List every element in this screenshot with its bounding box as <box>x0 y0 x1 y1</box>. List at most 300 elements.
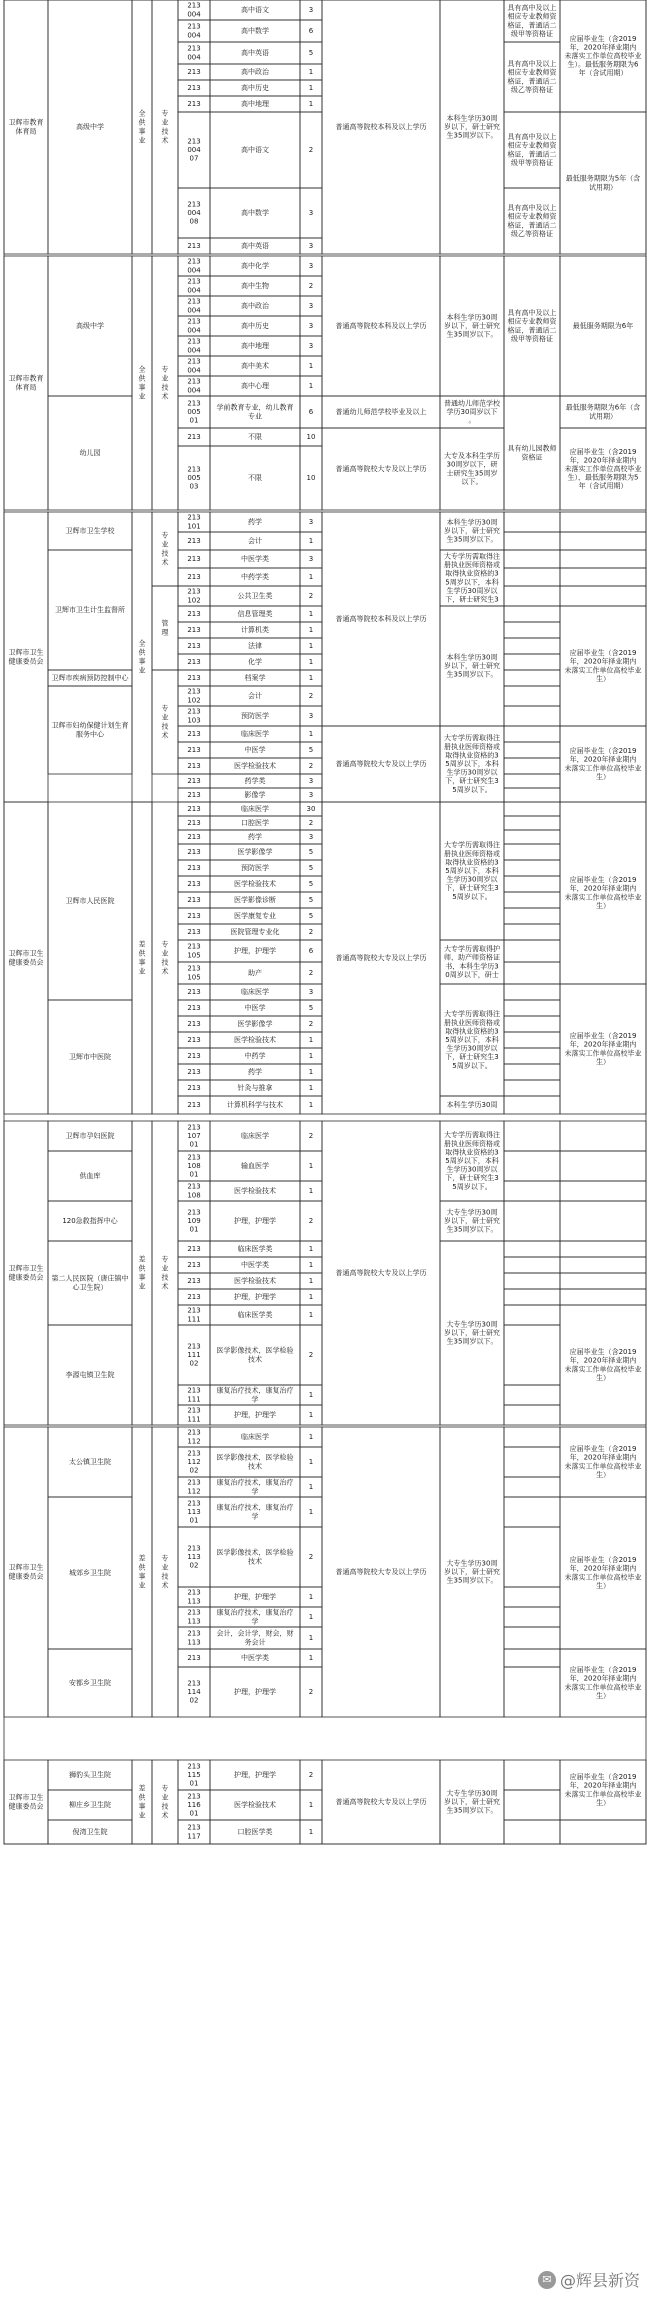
post-code: 213 103 <box>187 707 201 725</box>
post-code: 213 108 01 <box>187 1153 201 1179</box>
post-name: 医学检验技术 <box>234 1187 276 1195</box>
post-count: 3 <box>308 791 314 799</box>
post-name: 高中地理 <box>241 100 269 108</box>
post-code: 213 115 01 <box>187 1762 201 1788</box>
other-requirement-cell <box>504 1447 560 1477</box>
other-requirement-cell <box>504 622 560 638</box>
post-name: 康复治疗技术，康复治疗学 <box>216 1503 294 1521</box>
post-count: 1 <box>308 1593 314 1601</box>
post-code: 213 113 <box>187 1588 201 1606</box>
remark: 应届毕业生（含2019 年，2020年择业期内未落实工作单位高校毕业生） <box>564 747 642 781</box>
age-requirement: 大专生学历30周岁以下，研士研究生35周岁以下。 <box>444 1789 500 1815</box>
post-count: 1 <box>308 1458 314 1466</box>
post-name: 护理，护理学 <box>234 1293 276 1301</box>
post-name: 临床医学 <box>241 1433 269 1441</box>
post-code: 213 112 02 <box>187 1449 201 1475</box>
post-code: 213 <box>187 1293 201 1301</box>
post-name: 不限 <box>248 474 262 482</box>
post-count: 2 <box>308 1553 314 1561</box>
post-name: 高中历史 <box>241 84 269 92</box>
post-code: 213 <box>187 242 201 250</box>
degree-requirement: 普通高等院校大专及以上学历 <box>335 1568 427 1576</box>
post-count: 1 <box>308 1828 314 1836</box>
other-requirement-cell <box>504 532 560 550</box>
unit-nature: 差供事业 <box>138 1784 146 1820</box>
other-requirement-cell <box>504 586 560 606</box>
other-requirement: 具有高中及以上相应专业教师资格证，普通话二级甲等资格证 <box>507 4 557 38</box>
post-count: 2 <box>308 969 314 977</box>
remark-cell <box>560 1273 646 1289</box>
post-name: 医学影像诊断 <box>234 896 276 904</box>
post-code: 213 <box>187 573 201 581</box>
unit-nature: 全供事业 <box>138 639 146 675</box>
post-name: 护理，护理学 <box>234 1217 276 1225</box>
post-count: 1 <box>308 1613 314 1621</box>
post-code: 213 <box>187 988 201 996</box>
post-count: 1 <box>308 626 314 634</box>
post-name: 护理，护理学 <box>234 1411 276 1419</box>
dept-name: 卫辉市教育体育局 <box>8 118 44 136</box>
other-requirement-cell <box>504 1607 560 1627</box>
remark-cell <box>560 1181 646 1201</box>
post-code: 213 113 01 <box>187 1499 201 1525</box>
other-requirement-cell <box>504 774 560 788</box>
post-code: 213 117 <box>187 1823 201 1841</box>
post-count: 3 <box>308 777 314 785</box>
post-code: 213 004 07 <box>187 137 201 163</box>
post-name: 医学影像技术，医学检验技术 <box>216 1346 294 1364</box>
post-code: 213 <box>187 848 201 856</box>
remark: 应届毕业生（含2019 年，2020年择业期内未落实工作单位高校毕业生） <box>564 1348 642 1382</box>
unit-name: 太公镇卫生院 <box>69 1458 111 1466</box>
post-count: 2 <box>308 282 314 290</box>
post-code: 213 004 <box>187 44 201 62</box>
post-name: 高中数学 <box>241 209 269 217</box>
post-name: 学前教育专业，幼儿教育专业 <box>216 403 294 421</box>
post-name: 中医学类 <box>241 1261 269 1269</box>
degree-requirement: 普通高等院校大专及以上学历 <box>335 1269 427 1277</box>
other-requirement-cell <box>504 1667 560 1717</box>
post-code: 213 <box>187 880 201 888</box>
unit-name: 高级中学 <box>76 123 104 131</box>
watermark-text: @辉县新资 <box>559 2271 640 2290</box>
post-category: 专业技术 <box>161 1554 169 1590</box>
post-name: 高中历史 <box>241 322 269 330</box>
post-name: 中医学 <box>244 1004 266 1012</box>
post-count: 1 <box>308 1634 314 1642</box>
post-count: 2 <box>308 592 314 600</box>
other-requirement-cell <box>504 1032 560 1048</box>
dept-name: 卫辉市卫生健康委员会 <box>8 1563 44 1581</box>
dept-name: 卫辉市教育体育局 <box>8 374 44 392</box>
post-count: 5 <box>308 49 314 57</box>
remark: 应届毕业生（含2019 年，2020年择业期内未落实工作单位高校毕业生） <box>564 1556 642 1590</box>
post-count: 1 <box>308 610 314 618</box>
post-name: 临床医学类 <box>237 1245 273 1253</box>
other-requirement: 具有高中及以上相应专业教师资格证，普通话二级甲等资格证 <box>507 309 557 343</box>
post-count: 1 <box>308 1187 314 1195</box>
unit-nature: 全供事业 <box>138 109 146 145</box>
post-name: 口腔医学类 <box>237 1828 273 1836</box>
post-count: 1 <box>308 674 314 682</box>
other-requirement-cell <box>504 758 560 774</box>
post-name: 康复治疗技术，康复治疗学 <box>216 1478 294 1496</box>
other-requirement-cell <box>504 1151 560 1181</box>
other-requirement: 具有幼儿园教师资格证 <box>507 444 557 462</box>
degree-requirement: 普通高等院校本科及以上学历 <box>335 123 427 131</box>
post-name: 临床医学类 <box>237 1311 273 1319</box>
post-category: 专业技术 <box>161 940 169 976</box>
unit-name: 安都乡卫生院 <box>69 1679 111 1687</box>
other-requirement-cell <box>504 816 560 830</box>
post-count: 1 <box>308 382 314 390</box>
post-name: 信息管理类 <box>237 610 273 618</box>
post-count: 1 <box>308 1245 314 1253</box>
post-name: 医学检验技术 <box>234 1277 276 1285</box>
age-requirement: 大专学历需取得护师，助产师资格证书，本科生学历3 0周岁以下，研士 <box>444 945 500 979</box>
post-name: 针灸与推拿 <box>237 1084 273 1092</box>
post-count: 1 <box>308 68 314 76</box>
post-name: 公共卫生类 <box>237 592 273 600</box>
post-count: 5 <box>308 848 314 856</box>
post-name: 输血医学 <box>241 1162 269 1170</box>
post-category: 专业技术 <box>161 1784 169 1820</box>
post-count: 10 <box>306 433 316 441</box>
other-requirement-cell <box>504 908 560 924</box>
post-name: 中药学类 <box>241 573 269 581</box>
post-code: 213 <box>187 1020 201 1028</box>
other-requirement-cell <box>504 726 560 742</box>
other-requirement-cell <box>504 654 560 670</box>
post-count: 1 <box>308 1052 314 1060</box>
post-code: 213 004 <box>187 22 201 40</box>
post-code: 213 111 02 <box>187 1342 201 1368</box>
remark-cell <box>560 532 646 550</box>
post-code: 213 004 <box>187 277 201 295</box>
remark-cell <box>560 1151 646 1181</box>
post-name: 高中英语 <box>241 49 269 57</box>
other-requirement-cell <box>504 1096 560 1114</box>
other-requirement-cell <box>504 1477 560 1497</box>
remark: 应届毕业生（含2019 年，2020年择业期内未落实工作单位高校毕业生），最低服务期限为5 年（含试用期） <box>564 447 642 491</box>
post-name: 高中生物 <box>241 282 269 290</box>
remark-cell <box>560 1289 646 1305</box>
degree-requirement: 普通高等院校大专及以上学历 <box>335 760 427 768</box>
post-count: 2 <box>308 1217 314 1225</box>
unit-name: 倪湾卫生院 <box>72 1828 108 1836</box>
post-name: 中医学 <box>244 746 266 754</box>
post-name: 影像学 <box>244 791 266 799</box>
age-requirement: 大专学历需取得注册执业医师资格或取得执业资格的3 5周岁以下，本科生学历30周岁以下，研士研究生3 5周岁以下。 <box>444 1010 500 1070</box>
post-code: 213 004 <box>187 1 201 19</box>
post-name: 高中语文 <box>241 146 269 154</box>
post-count: 3 <box>308 518 314 526</box>
post-code: 213 102 <box>187 587 201 605</box>
post-code: 213 101 <box>187 513 201 531</box>
post-name: 医学检验技术 <box>234 880 276 888</box>
age-requirement: 普通幼儿师范学校学历30周岁以下。 <box>444 399 500 425</box>
remark-cell <box>560 512 646 532</box>
other-requirement-cell <box>504 962 560 984</box>
post-count: 1 <box>308 1483 314 1491</box>
table-frame <box>4 0 646 1844</box>
other-requirement-cell <box>504 1627 560 1649</box>
other-requirement-cell <box>504 1080 560 1096</box>
post-name: 护理，护理学 <box>234 1593 276 1601</box>
other-requirement-cell <box>504 670 560 686</box>
other-requirement-cell <box>504 1587 560 1607</box>
other-requirement-cell <box>504 512 560 532</box>
post-name: 医院管理专业化 <box>230 928 280 936</box>
age-requirement: 本科生学历30周 <box>446 1101 498 1109</box>
post-count: 3 <box>308 209 314 217</box>
remark: 最低服务期限为6年（含试用期） <box>565 403 641 421</box>
post-code: 213 <box>187 626 201 634</box>
post-name: 高中语文 <box>241 6 269 14</box>
post-name: 预防医学 <box>241 864 269 872</box>
age-requirement: 大专生学历30周岁以下，研士研究生35周岁以下。 <box>444 1559 500 1585</box>
other-requirement: 具有高中及以上相应专业教师资格证，普通话二级乙等资格证 <box>507 204 557 238</box>
age-requirement: 大专生学历30周岁以下，研士研究生35周岁以下。 <box>444 1208 500 1234</box>
post-code: 213 <box>187 746 201 754</box>
other-requirement-cell <box>504 984 560 1000</box>
other-requirement-cell <box>504 1257 560 1273</box>
post-category: 管理 <box>161 619 169 637</box>
other-requirement-cell <box>504 1385 560 1405</box>
remark: 应届毕业生（含2019 年，2020年择业期内未落实工作单位高校毕业生） <box>564 1666 642 1700</box>
other-requirement-cell <box>504 876 560 892</box>
post-code: 213 <box>187 791 201 799</box>
post-code: 213 005 01 <box>187 399 201 425</box>
post-name: 法律 <box>248 642 262 650</box>
other-requirement-cell <box>504 802 560 816</box>
post-count: 10 <box>306 474 316 482</box>
degree-requirement: 普通幼儿师范学校毕业及以上 <box>335 408 427 416</box>
other-requirement-cell <box>504 638 560 654</box>
post-count: 6 <box>308 408 314 416</box>
post-code: 213 <box>187 928 201 936</box>
post-name: 高中心理 <box>241 382 269 390</box>
post-category: 专业技术 <box>161 109 169 145</box>
post-code: 213 <box>187 1068 201 1076</box>
post-count: 1 <box>308 730 314 738</box>
post-count: 1 <box>308 1293 314 1301</box>
post-count: 3 <box>308 833 314 841</box>
unit-nature: 差供事业 <box>138 940 146 976</box>
post-code: 213 <box>187 1654 201 1662</box>
post-code: 213 <box>187 1052 201 1060</box>
unit-name: 狮豹头卫生院 <box>69 1771 111 1779</box>
other-requirement-cell <box>504 924 560 940</box>
other-requirement-cell <box>504 1405 560 1425</box>
unit-name: 卫辉市卫生学校 <box>65 527 115 535</box>
remark: 应届毕业生（含2019 年，2020年择业期内未落实工作单位高校毕业生） <box>564 649 642 683</box>
other-requirement-cell <box>504 1820 560 1844</box>
post-name: 医学康复专业 <box>234 912 276 920</box>
post-code: 213 <box>187 777 201 785</box>
post-category: 专业技术 <box>161 704 169 740</box>
post-count: 1 <box>308 100 314 108</box>
post-code: 213 111 <box>187 1306 201 1324</box>
other-requirement-cell <box>504 1289 560 1305</box>
unit-name: 卫辉市卫生计生监督所 <box>55 606 125 614</box>
age-requirement: 本科生学历30周岁以下，研士研究生35周岁以下。 <box>444 653 500 679</box>
post-code: 213 <box>187 1261 201 1269</box>
post-name: 医学影像学 <box>237 1020 273 1028</box>
post-name: 中医学类 <box>241 1654 269 1662</box>
other-requirement-cell <box>504 1241 560 1257</box>
unit-nature: 全供事业 <box>138 365 146 401</box>
post-code: 213 116 01 <box>187 1792 201 1818</box>
post-code: 213 <box>187 1084 201 1092</box>
post-count: 2 <box>308 146 314 154</box>
unit-name: 卫辉市中医院 <box>69 1053 111 1061</box>
post-code: 213 004 <box>187 357 201 375</box>
post-name: 临床医学 <box>241 988 269 996</box>
post-count: 1 <box>308 1508 314 1516</box>
other-requirement-cell <box>504 1497 560 1527</box>
post-name: 医学影像技术，医学检验技术 <box>216 1548 294 1566</box>
unit-name: 高级中学 <box>76 322 104 330</box>
post-count: 1 <box>308 658 314 666</box>
post-code: 213 <box>187 762 201 770</box>
post-code: 213 <box>187 1277 201 1285</box>
post-name: 中医学类 <box>241 555 269 563</box>
post-name: 高中英语 <box>241 242 269 250</box>
unit-name: 卫辉市孕妇医院 <box>65 1132 115 1140</box>
other-requirement-cell <box>504 860 560 876</box>
remark-cell <box>560 1257 646 1273</box>
post-code: 213 004 <box>187 297 201 315</box>
other-requirement-cell <box>504 686 560 706</box>
wechat-icon: ✉ <box>538 2271 556 2289</box>
post-code: 213 112 <box>187 1428 201 1446</box>
unit-name: 120急救指挥中心 <box>62 1217 118 1225</box>
post-count: 5 <box>308 912 314 920</box>
age-requirement: 本科生学历30周岁以下，研士研究生35周岁以下。 <box>444 313 500 339</box>
dept-name: 卫辉市卫生健康委员会 <box>8 1793 44 1811</box>
post-code: 213 <box>187 1101 201 1109</box>
post-name: 计算机科学与技术 <box>227 1101 283 1109</box>
post-code: 213 004 <box>187 377 201 395</box>
other-requirement-cell <box>504 1760 560 1790</box>
post-name: 康复治疗技术，康复治疗学 <box>216 1608 294 1626</box>
post-count: 6 <box>308 947 314 955</box>
post-count: 1 <box>308 642 314 650</box>
dept-name: 卫辉市卫生健康委员会 <box>8 949 44 967</box>
post-count: 5 <box>308 896 314 904</box>
remark: 最低服务期限为5年（含试用期） <box>565 174 641 192</box>
remark: 应届毕业生（含2019 年，2020年择业期内未落实工作单位高校毕业生） <box>564 1445 642 1479</box>
post-code: 213 105 <box>187 964 201 982</box>
post-count: 2 <box>308 819 314 827</box>
post-name: 助产 <box>248 969 262 977</box>
post-code: 213 114 02 <box>187 1679 201 1705</box>
post-count: 1 <box>308 1162 314 1170</box>
post-code: 213 <box>187 819 201 827</box>
degree-requirement: 普通高等院校大专及以上学历 <box>335 465 427 473</box>
other-requirement-cell <box>504 1201 560 1241</box>
post-count: 1 <box>308 1654 314 1662</box>
post-name: 医学影像技术，医学检验技术 <box>216 1453 294 1471</box>
post-count: 1 <box>308 1277 314 1285</box>
other-requirement-cell <box>504 1016 560 1032</box>
remark-cell <box>560 1820 646 1844</box>
degree-requirement: 普通高等院校本科及以上学历 <box>335 615 427 623</box>
post-count: 1 <box>308 1101 314 1109</box>
post-name: 医学影像学 <box>237 848 273 856</box>
post-code: 213 <box>187 537 201 545</box>
remark-cell <box>560 1201 646 1241</box>
post-count: 1 <box>308 537 314 545</box>
age-requirement: 大专及本科生学历 30周岁以下，研士研究生35周岁以下。 <box>444 452 500 486</box>
post-count: 1 <box>308 1391 314 1399</box>
post-count: 3 <box>308 342 314 350</box>
age-requirement: 本科生学历30周岁以下，研士研究生35周岁以下。 <box>444 114 500 140</box>
post-count: 3 <box>308 988 314 996</box>
remark: 应届毕业生（含2019 年，2020年择业期内未落实工作单位高校毕业生） <box>564 1773 642 1807</box>
post-count: 2 <box>308 762 314 770</box>
post-code: 213 <box>187 864 201 872</box>
post-count: 2 <box>308 1351 314 1359</box>
post-count: 3 <box>308 262 314 270</box>
post-count: 5 <box>308 1004 314 1012</box>
post-name: 医学检验技术 <box>234 1801 276 1809</box>
other-requirement-cell <box>504 1273 560 1289</box>
other-requirement-cell <box>504 1649 560 1667</box>
post-code: 213 <box>187 912 201 920</box>
other-requirement-cell <box>504 1048 560 1064</box>
post-count: 3 <box>308 6 314 14</box>
post-code: 213 <box>187 610 201 618</box>
post-count: 5 <box>308 880 314 888</box>
watermark <box>538 2268 640 2291</box>
other-requirement-cell <box>504 1527 560 1587</box>
post-count: 3 <box>308 302 314 310</box>
post-count: 2 <box>308 692 314 700</box>
dept-name: 卫辉市卫生健康委员会 <box>8 648 44 666</box>
post-code: 213 005 03 <box>187 465 201 491</box>
post-count: 1 <box>308 84 314 92</box>
post-name: 临床医学 <box>241 730 269 738</box>
post-code: 213 112 <box>187 1478 201 1496</box>
other-requirement-cell <box>504 1325 560 1385</box>
post-name: 档案学 <box>244 674 266 682</box>
post-name: 不限 <box>248 433 262 441</box>
post-count: 5 <box>308 746 314 754</box>
post-name: 化学 <box>248 658 262 666</box>
remark: 应届毕业生（含2019 年，2020年择业期内未落实工作单位高校毕业生）。最低服务期限为6 年（含试用期） <box>564 34 642 78</box>
post-count: 1 <box>308 573 314 581</box>
post-name: 预防医学 <box>241 712 269 720</box>
post-name: 药学 <box>248 1068 262 1076</box>
post-code: 213 004 08 <box>187 200 201 226</box>
post-name: 护理，护理学 <box>234 947 276 955</box>
post-count: 3 <box>308 242 314 250</box>
post-count: 1 <box>308 1801 314 1809</box>
post-count: 6 <box>308 27 314 35</box>
degree-requirement: 普通高等院校大专及以上学历 <box>335 954 427 962</box>
other-requirement-cell <box>504 706 560 726</box>
post-name: 高中政治 <box>241 302 269 310</box>
other-requirement-cell <box>504 568 560 586</box>
post-count: 1 <box>308 1084 314 1092</box>
unit-name: 卫辉市妇幼保健计划生育服务中心 <box>51 721 129 739</box>
post-name: 药学类 <box>244 777 266 785</box>
post-code: 213 105 <box>187 942 201 960</box>
post-count: 30 <box>306 805 316 813</box>
post-category: 专业技术 <box>161 1255 169 1291</box>
